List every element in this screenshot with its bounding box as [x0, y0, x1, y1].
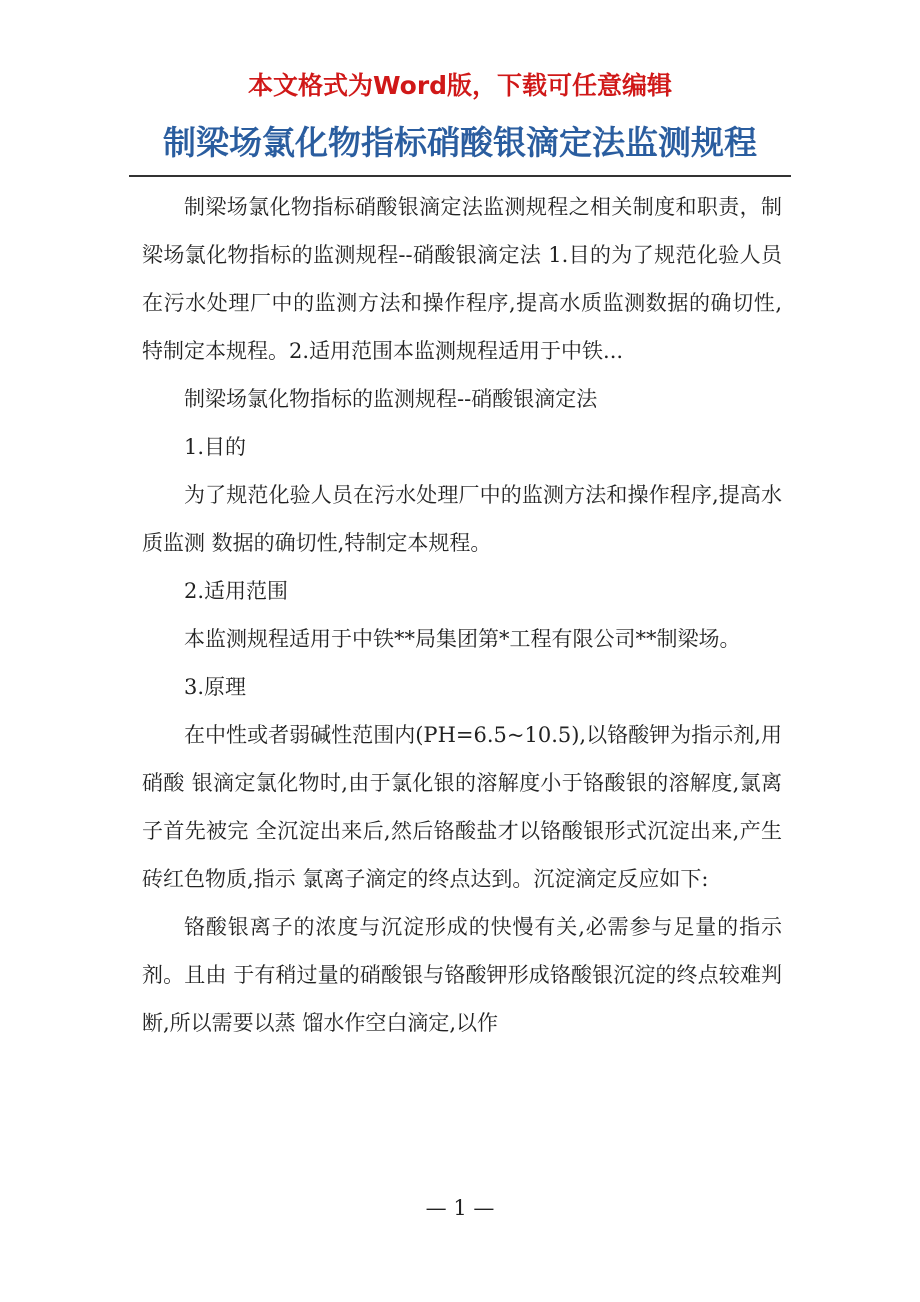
document-body: [142, 183, 782, 1047]
section-heading-scope: 2.适用范围: [184, 579, 289, 603]
paragraph-scope: 本监测规程适用于中铁**局集团第*工程有限公司**制梁场。: [184, 627, 741, 651]
paragraph-purpose: 为了规范化验人员在污水处理厂中的监测方法和操作程序,提高水质监测 数据的确切性,特制定本规程。: [142, 483, 782, 555]
document-title: 制梁场氯化物指标硝酸银滴定法监测规程: [163, 123, 757, 162]
page-number: — 1 —: [425, 1196, 495, 1220]
paragraph-heading: 制梁场氯化物指标的监测规程--硝酸银滴定法: [184, 387, 598, 411]
section-heading-purpose: 1.目的: [184, 435, 247, 459]
title-divider: [129, 175, 791, 177]
format-banner: 本文格式为Word版，下载可任意编辑: [247, 71, 673, 100]
paragraph-summary: 制梁场氯化物指标硝酸银滴定法监测规程之相关制度和职责，制梁场氯化物指标的监测规程--硝酸银滴定法 1.目的为了规范化验人员在污水处理厂中的监测方法和操作程序,提高水质监测数据的确切性,特制定本规程。2.适用范围本监测规程适用于中铁...: [142, 195, 782, 363]
section-heading-principle: 3.原理: [184, 675, 247, 699]
paragraph-principle: 在中性或者弱碱性范围内(PH=6.5~10.5),以铬酸钾为指示剂,用硝酸 银滴定氯化物时,由于氯化银的溶解度小于铬酸银的溶解度,氯离子首先被完 全沉淀出来后,然后铬酸盐才以铬酸银形式沉淀出来,产生砖红色物质,指示 氯离子滴定的终点达到。沉淀滴定反应如下:: [142, 723, 782, 891]
paragraph-indicator: 铬酸银离子的浓度与沉淀形成的快慢有关,必需参与足量的指示剂。且由 于有稍过量的硝酸银与铬酸钾形成铬酸银沉淀的终点较难判断,所以需要以蒸 馏水作空白滴定,以作: [142, 915, 782, 1035]
